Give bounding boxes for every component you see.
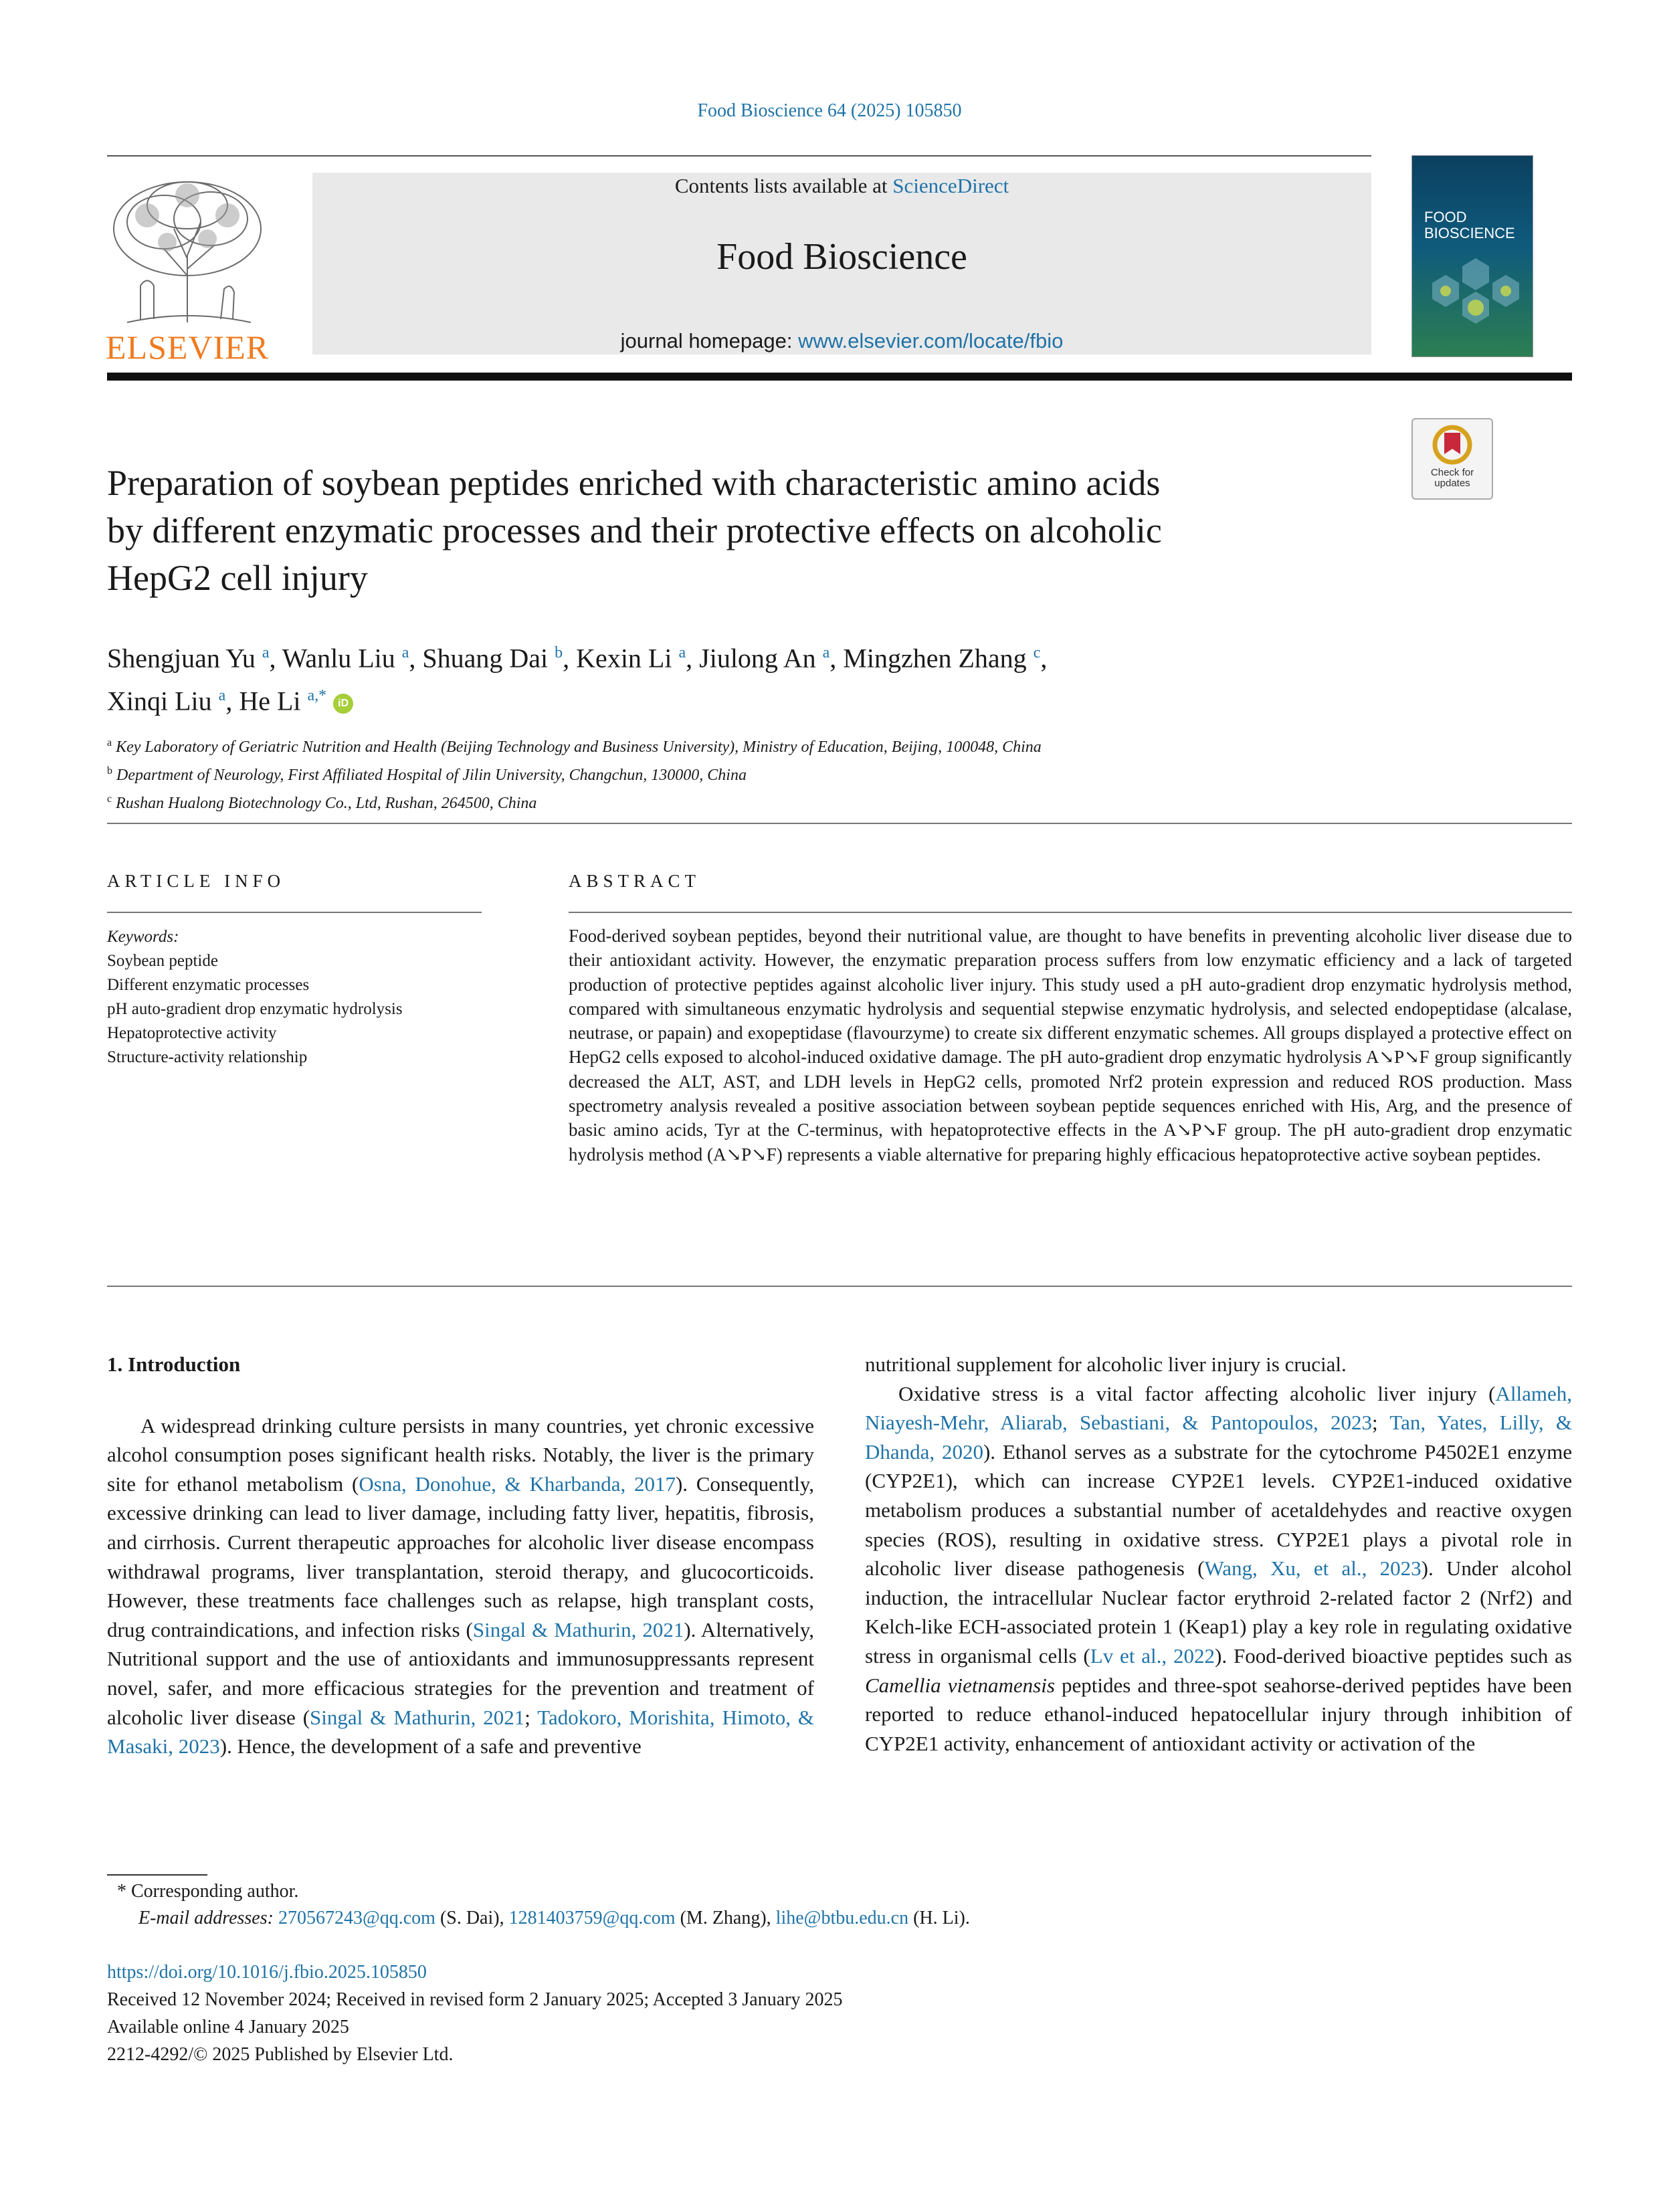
abstract-text: Food-derived soybean peptides, beyond their nutritional value, are thought to have benefits in preventing alcoholic liver disease due to their antioxidant activity. However, the enzymatic preparation process suffers from low enzymatic efficiency and a lack of targeted production of protective peptides against alcoholic liver injury. This study used a pH auto-gradient drop enzymatic hydrolysis method, compared with simultaneous enzymatic hydrolysis and sequential stepwise enzymatic hydrolysis, and selected endopeptidase (alcalase, neutrase, or papain) and exopeptidase (flavourzyme) to create six different enzymatic schemes. All groups displayed a protective effect on HepG2 cells exposed to alcohol-induced oxidative damage. The pH auto-gradient drop enzymatic hydrolysis A↘P↘F group significantly decreased the ALT, AST, and LDH levels in HepG2 cells, promoted Nrf2 protein expression and reduced ROS production. Mass spectrometry analysis revealed a positive association between soybean peptide sequences enriched with His, Arg, and the presence of basic amino acids, Tyr at the C-terminus, with hepatoprotective effects in the A↘P↘F group. The pH auto-gradient drop enzymatic hydrolysis method (A↘P↘F) represents a viable alternative for preparing highly efficacious hepatoprotective active soybean peptides. xyxy=(569,926,1572,1165)
paragraph-text: Oxidative stress is a vital factor affecting alcoholic liver injury ( xyxy=(898,1381,1496,1405)
bookmark-icon xyxy=(1413,419,1492,466)
affiliation-label: c xyxy=(107,793,112,805)
contents-line xyxy=(312,174,1371,198)
paragraph-text: ). Food-derived bioactive peptides such as xyxy=(1215,1643,1572,1668)
corresponding-author-note: * Corresponding author. xyxy=(117,1881,299,1902)
citation-link[interactable]: Lv et al., 2022 xyxy=(1090,1643,1215,1668)
author[interactable]: Jiulong An xyxy=(699,643,816,674)
affiliation-marker[interactable]: a xyxy=(262,644,270,662)
contents-prefix: Contents lists available at xyxy=(674,174,893,197)
email-label: E-mail addresses: xyxy=(138,1908,278,1928)
cover-title-line1: FOOD xyxy=(1424,209,1467,225)
affiliation-marker[interactable]: a,* xyxy=(307,687,327,705)
affiliation-marker[interactable]: a xyxy=(822,644,830,662)
keywords-label: Keywords: xyxy=(107,928,179,946)
paragraph-text: ). Consequently, excessive drinking can lead to liver damage, including fatty liver, hepatitis, fibrosis, and cirrhosis. Current therapeutic approaches for alcoholic liver disease encompass withdrawal programs, liver transplantation, steroid therapy, and glucocorticoids. However, these treatments face challenges such as relapse, high transplant costs, drug contraindications, and infection risks ( xyxy=(107,1472,814,1641)
author-separator: , xyxy=(830,643,844,674)
affiliation-text: Key Laboratory of Geriatric Nutrition and Health (Beijing Technology and Business University), Ministry of Education, Beijing, 100048, China xyxy=(116,738,1042,756)
tree-icon xyxy=(100,175,274,326)
section-divider xyxy=(107,823,1572,824)
author[interactable]: Xinqi Liu xyxy=(107,686,212,716)
body-paragraph xyxy=(107,1411,814,1761)
paragraph-text: ). Ethanol serves as a substrate for the cytochrome P4502E1 enzyme (CYP2E1), which can increase CYP2E1 levels. CYP2E1-induced oxidative metabolism produces a substantial number of acetaldehydes and reactive oxygen species (ROS), resulting in oxidative stress. CYP2E1 plays a pivotal role in alcoholic liver disease pathogenesis ( xyxy=(865,1439,1573,1581)
header-rule xyxy=(107,155,1371,157)
author[interactable]: He Li xyxy=(239,686,301,716)
citation-link[interactable]: Wang, Xu, et al., 2023 xyxy=(1204,1556,1422,1581)
sciencedirect-link[interactable]: ScienceDirect xyxy=(892,174,1009,197)
affiliation-marker[interactable]: a xyxy=(678,644,686,662)
author-line-1 xyxy=(107,634,1378,677)
footnote-rule xyxy=(107,1874,207,1876)
abstract-bottom-rule xyxy=(107,1286,1572,1287)
citation-link[interactable]: Tadokoro, Morishita, Himoto, & Masaki, 2023 xyxy=(107,1705,814,1758)
affiliation-text: Rushan Hualong Biotechnology Co., Ltd, Rushan, 264500, China xyxy=(116,795,537,812)
doi-link[interactable]: https://doi.org/10.1016/j.fbio.2025.105850 xyxy=(107,1962,427,1983)
author[interactable]: Mingzhen Zhang xyxy=(843,643,1027,674)
affiliation-c xyxy=(107,787,1512,815)
citation-link[interactable]: Singal & Mathurin, 2021 xyxy=(310,1705,525,1729)
affiliation-marker[interactable]: c xyxy=(1033,644,1041,662)
paragraph-text: ; xyxy=(1372,1411,1390,1435)
check-updates-line1: Check for xyxy=(1430,467,1474,478)
author-separator: , xyxy=(686,643,700,674)
author-separator: , xyxy=(563,643,577,674)
section-heading: 1. Introduction xyxy=(107,1352,241,1376)
journal-reference[interactable]: Food Bioscience 64 (2025) 105850 xyxy=(697,100,962,121)
article-history: Received 12 November 2024; Received in revised form 2 January 2025; Accepted 3 January 2025 xyxy=(107,1989,843,2010)
keyword: Soybean peptide xyxy=(107,952,218,970)
paragraph-text: ). Hence, the development of a safe and preventive xyxy=(219,1734,642,1758)
author-separator: , xyxy=(1040,643,1048,674)
abstract-rule xyxy=(569,912,1572,913)
email-addresses xyxy=(117,1905,1522,1932)
journal-cover[interactable] xyxy=(1411,155,1533,357)
paragraph-text: A widespread drinking culture persists in many countries, yet chronic excessive alcohol consumption poses significant health risks. Notably, the liver is the primary site for ethanol metabolism ( xyxy=(107,1413,814,1496)
citation-link[interactable]: Allameh, Niayesh-Mehr, Aliarab, Sebastiani, & Pantopoulos, 2023 xyxy=(865,1381,1572,1435)
affiliation-text: Department of Neurology, First Affiliated Hospital of Jilin University, Changchun, 130000, China xyxy=(116,767,747,784)
abstract-heading: ABSTRACT xyxy=(569,871,701,891)
keyword: Different enzymatic processes xyxy=(107,976,310,994)
article-title xyxy=(107,460,1378,602)
email-owner: (M. Zhang), xyxy=(675,1908,776,1928)
keywords-block xyxy=(107,925,535,1070)
author[interactable]: Kexin Li xyxy=(576,643,672,674)
author-separator: , xyxy=(225,686,239,716)
keyword: Structure-activity relationship xyxy=(107,1048,308,1066)
body-paragraph xyxy=(865,1379,1572,1758)
article-title-line2: by different enzymatic processes and their protective effects on alcoholic xyxy=(107,510,1162,550)
affiliation-marker[interactable]: a xyxy=(218,687,226,705)
masthead-thick-rule xyxy=(107,373,1572,381)
affiliation-b xyxy=(107,759,1512,787)
paragraph-text: peptides and three-spot seahorse-derived peptides have been reported to reduce ethanol-induced hepatocellular injury through inhibition of CYP2E1 activity, enhancement of antioxidant activity or activation of the xyxy=(865,1673,1573,1755)
email-link[interactable]: 270567243@qq.com xyxy=(278,1908,435,1928)
elsevier-wordmark: ELSEVIER xyxy=(106,328,270,366)
affiliations xyxy=(107,731,1512,815)
publication-info xyxy=(107,1958,1512,2068)
author-line-2 xyxy=(107,677,1378,720)
italic-term: Camellia vietnamensis xyxy=(865,1673,1055,1697)
available-online: Available online 4 January 2025 xyxy=(107,2017,349,2037)
author-separator: , xyxy=(269,643,282,674)
footnotes xyxy=(117,1878,1522,1932)
citation-link[interactable]: Tan, Yates, Lilly, & Dhanda, 2020 xyxy=(865,1411,1572,1464)
affiliation-a xyxy=(107,731,1512,759)
body-column-right xyxy=(865,1350,1572,1758)
info-rule xyxy=(107,912,482,913)
homepage-link[interactable]: www.elsevier.com/locate/fbio xyxy=(798,329,1064,353)
paragraph-text: ). Under alcohol induction, the intracellular Nuclear factor erythroid 2-related factor 2 (Nrf2) and Kelch-like ECH-associated protein 1 (Keap1) play a key role in regulating oxidative stress in organismal cells ( xyxy=(865,1556,1572,1668)
journal-title: Food Bioscience xyxy=(716,236,967,278)
check-updates-line2: updates xyxy=(1434,478,1470,489)
copyright: 2212-4292/© 2025 Published by Elsevier Ltd. xyxy=(107,2044,454,2065)
author-separator: , xyxy=(409,643,423,674)
check-for-updates-button[interactable] xyxy=(1411,418,1493,500)
body-column-left xyxy=(107,1350,814,1761)
article-title-line1: Preparation of soybean peptides enriched with characteristic amino acids xyxy=(107,463,1161,503)
citation-link[interactable]: Osna, Donohue, & Kharbanda, 2017 xyxy=(359,1472,676,1496)
cover-hexagons-icon xyxy=(1412,156,1533,357)
article-info-heading: ARTICLE INFO xyxy=(107,871,286,891)
author[interactable]: Wanlu Liu xyxy=(282,643,395,674)
cover-title-line2: BIOSCIENCE xyxy=(1424,225,1515,241)
homepage-label: journal homepage: xyxy=(620,329,799,353)
email-owner: (S. Dai), xyxy=(435,1908,509,1928)
check-for-updates-label xyxy=(1413,468,1492,489)
keyword: pH auto-gradient drop enzymatic hydrolysis xyxy=(107,1000,403,1018)
affiliation-label: a xyxy=(107,737,112,748)
author[interactable]: Shengjuan Yu xyxy=(107,643,256,674)
citation-link[interactable]: Singal & Mathurin, 2021 xyxy=(472,1617,684,1641)
affiliation-marker[interactable]: b xyxy=(555,644,563,662)
paragraph-text: ). Alternatively, Nutritional support and the use of antioxidants and immunosuppressants represent novel, safer, and more efficacious strategies for the prevention and treatment of alcoholic liver disease ( xyxy=(107,1617,815,1729)
paragraph-text: ; xyxy=(524,1705,538,1729)
orcid-icon[interactable]: iD xyxy=(333,694,353,714)
body-paragraph-continued: nutritional supplement for alcoholic liver injury is crucial. xyxy=(865,1352,1347,1376)
author[interactable]: Shuang Dai xyxy=(422,643,549,674)
email-link[interactable]: lihe@btbu.edu.cn xyxy=(775,1908,909,1928)
author-list xyxy=(107,634,1378,720)
article-title-line3: HepG2 cell injury xyxy=(107,558,368,598)
affiliation-label: b xyxy=(107,765,112,777)
homepage-line xyxy=(312,329,1371,353)
keyword: Hepatoprotective activity xyxy=(107,1024,277,1042)
affiliation-marker[interactable]: a xyxy=(401,644,409,662)
email-link[interactable]: 1281403759@qq.com xyxy=(508,1908,676,1928)
email-owner: (H. Li). xyxy=(908,1908,970,1928)
